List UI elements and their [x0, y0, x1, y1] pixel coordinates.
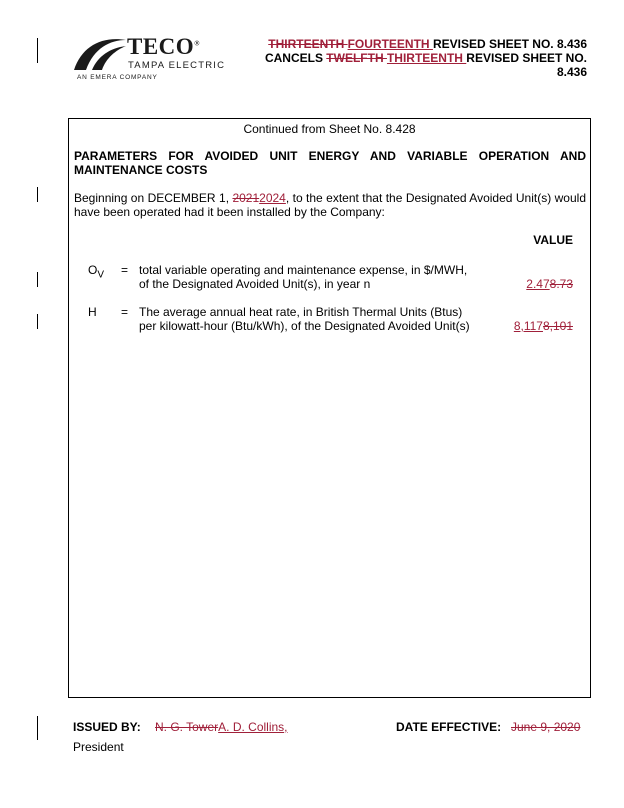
continued-note: Continued from Sheet No. 8.428 — [243, 122, 416, 136]
parameter-description: The average annual heat rate, in British Thermal Units (Btus) per kilowatt-hour (Btu/kWh), of the Designated Avoided Unit(s) — [139, 305, 470, 333]
issued-by-value: N. G. TowerA. D. Collins, — [155, 720, 288, 734]
change-bar — [37, 314, 38, 329]
change-bar — [37, 38, 38, 63]
equals-sign: = — [121, 305, 129, 319]
parameter-row — [69, 263, 590, 293]
logo-tagline: AN EMERA COMPANY — [77, 74, 158, 81]
parameter-value: 2.478.73 — [526, 277, 573, 291]
parameter-description: total variable operating and maintenance expense, in $/MWH, of the Designated Avoided Unit(s), in year n — [139, 263, 468, 291]
sheet-header-line3: 8.436 — [556, 65, 587, 79]
section-title: PARAMETERS FOR AVOIDED UNIT ENERGY AND VARIABLE OPERATION AND MAINTENANCE COSTS — [74, 149, 586, 177]
issuer-title: President — [73, 740, 124, 754]
intro-paragraph: Beginning on DECEMBER 1, 20212024, to the extent that the Designated Avoided Unit(s) would have been operated had it been installed by the Company: — [74, 191, 586, 219]
change-bar — [37, 187, 38, 202]
teco-logo — [72, 34, 252, 84]
parameter-symbol: $O_V$ — [88, 263, 105, 281]
date-effective-label: DATE EFFECTIVE: — [396, 720, 502, 734]
logo-subtitle: TAMPA ELECTRIC — [128, 60, 226, 71]
equals-sign: = — [121, 263, 129, 277]
teco-swoosh-icon — [72, 34, 128, 74]
value-column-header: VALUE — [533, 233, 573, 247]
change-bar — [37, 716, 38, 740]
date-effective-value: June 9, 2020 — [511, 720, 581, 734]
logo-wordmark: TECO® — [127, 34, 200, 59]
sheet-header — [247, 37, 587, 79]
sheet-header-line1: THIRTEENTH FOURTEENTH REVISED SHEET NO. 8.436 — [268, 37, 587, 51]
change-bar — [37, 272, 38, 287]
parameter-symbol: H — [88, 305, 97, 319]
sheet-header-line2: CANCELS TWELFTH THIRTEENTH REVISED SHEET NO. — [264, 51, 587, 65]
tariff-sheet-body — [68, 118, 591, 698]
issued-by-label: ISSUED BY: — [73, 720, 141, 734]
parameter-value: 8,1178,101 — [513, 319, 573, 333]
parameter-row — [69, 305, 590, 335]
